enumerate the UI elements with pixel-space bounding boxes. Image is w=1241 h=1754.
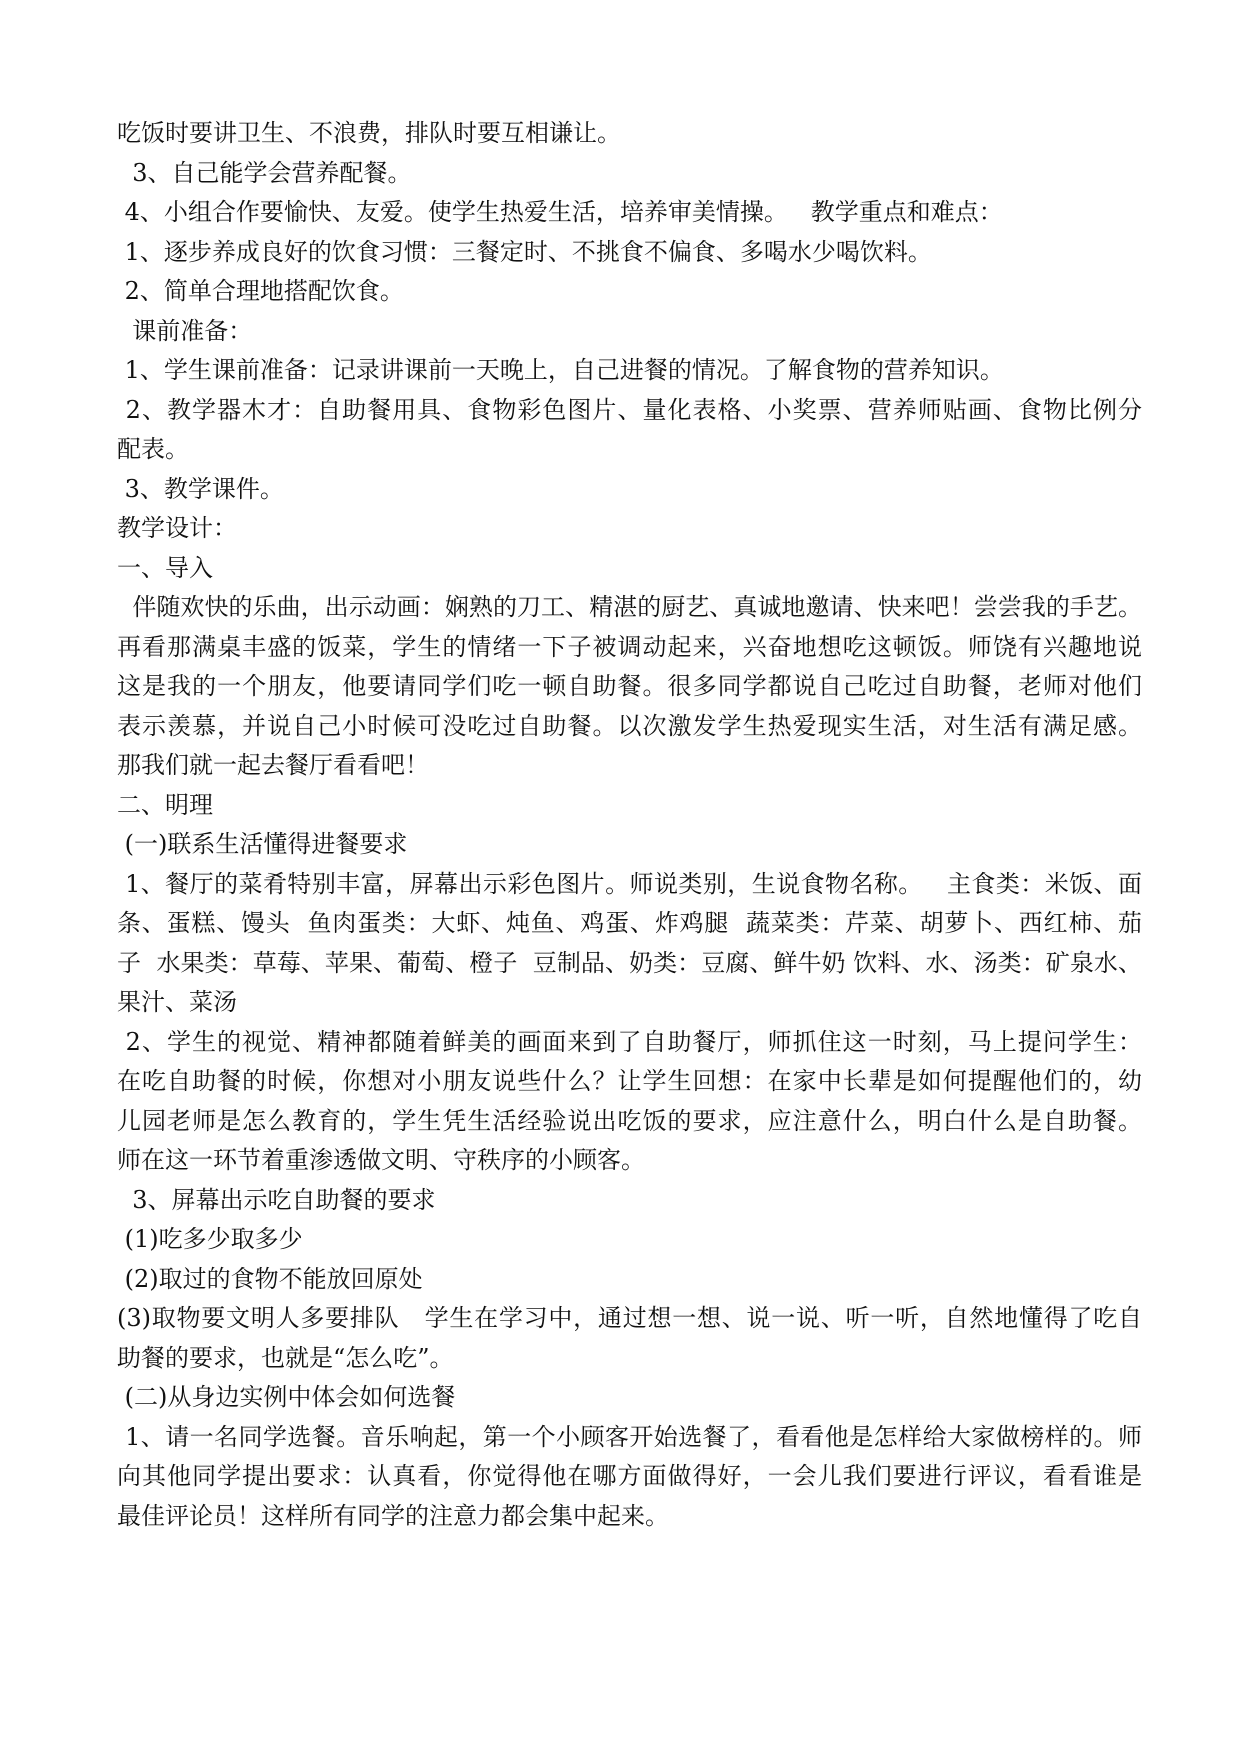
- text-line: 子 水果类：草莓、苹果、葡萄、橙子 豆制品、奶类：豆腐、鲜牛奶 饮料、水、汤类：矿泉水、: [117, 948, 1142, 977]
- document-body: [117, 114, 1142, 1536]
- text-line: 最佳评论员！这样所有同学的注意力都会集中起来。: [117, 1501, 669, 1530]
- text-line: 伴随欢快的乐曲，出示动画：娴熟的刀工、精湛的厨艺、真诚地邀请、快来吧！尝尝我的手艺。: [117, 593, 1142, 621]
- text-line: (一)联系生活懂得进餐要求: [117, 830, 408, 858]
- text-line: (3)取物要文明人多要排队 学生在学习中，通过想一想、说一说、听一听，自然地懂得了吃自: [117, 1304, 1142, 1332]
- text-line: (2)取过的食物不能放回原处: [117, 1264, 423, 1293]
- text-line: 3、教学课件。: [117, 474, 284, 503]
- text-line: 1、学生课前准备：记录讲课前一天晚上，自己进餐的情况。了解食物的营养知识。: [117, 356, 1004, 384]
- text-line: 1、请一名同学选餐。音乐响起，第一个小顾客开始选餐了，看看他是怎样给大家做榜样的。师: [117, 1422, 1142, 1451]
- text-line: 二、明理: [117, 790, 213, 819]
- text-line: 儿园老师是怎么教育的，学生凭生活经验说出吃饭的要求，应注意什么，明白什么是自助餐。: [117, 1106, 1142, 1135]
- text-line: 2、教学器木才：自助餐用具、食物彩色图片、量化表格、小奖票、营养师贴画、食物比例分: [117, 395, 1142, 424]
- text-line: 2、学生的视觉、精神都随着鲜美的画面来到了自助餐厅，师抓住这一时刻，马上提问学生：: [117, 1027, 1142, 1056]
- text-line: 表示羡慕，并说自己小时候可没吃过自助餐。以次激发学生热爱现实生活，对生活有满足感。: [117, 711, 1142, 740]
- text-line: 那我们就一起去餐厅看看吧！: [117, 751, 429, 779]
- text-line: 配表。: [117, 435, 189, 463]
- text-line: 4、小组合作要愉快、友爱。使学生热爱生活，培养审美情操。 教学重点和难点：: [117, 198, 1003, 226]
- text-line: 条、蛋糕、馒头 鱼肉蛋类：大虾、炖鱼、鸡蛋、炸鸡腿 蔬菜类：芹菜、胡萝卜、西红柿、茄: [117, 909, 1142, 937]
- text-line: 再看那满桌丰盛的饭菜，学生的情绪一下子被调动起来，兴奋地想吃这顿饭。师饶有兴趣地说: [117, 632, 1142, 661]
- text-line: 吃饭时要讲卫生、不浪费，排队时要互相谦让。: [117, 119, 621, 147]
- text-line: 助餐的要求，也就是“怎么吃”。: [117, 1343, 454, 1372]
- text-line: 向其他同学提出要求：认真看，你觉得他在哪方面做得好，一会儿我们要进行评议，看看谁是: [117, 1462, 1142, 1490]
- text-line: 这是我的一个朋友，他要请同学们吃一顿自助餐。很多同学都说自己吃过自助餐，老师对他们: [117, 672, 1142, 700]
- text-line: (1)吃多少取多少: [117, 1225, 303, 1253]
- text-line: 果汁、菜汤: [117, 988, 237, 1016]
- text-line: 师在这一环节着重渗透做文明、守秩序的小顾客。: [117, 1146, 645, 1174]
- text-line: 1、餐厅的菜肴特别丰富，屏幕出示彩色图片。师说类别，生说食物名称。 主食类：米饭、面: [117, 869, 1142, 898]
- text-line: 教学设计：: [117, 514, 237, 542]
- text-line: 2、简单合理地搭配饮食。: [117, 277, 404, 305]
- text-line: 在吃自助餐的时候，你想对小朋友说些什么？让学生回想：在家中长辈是如何提醒他们的，幼: [117, 1067, 1142, 1095]
- text-line: 3、屏幕出示吃自助餐的要求: [117, 1185, 436, 1214]
- text-line: (二)从身边实例中体会如何选餐: [117, 1383, 456, 1411]
- text-line: 一、导入: [117, 553, 213, 582]
- text-line: 课前准备：: [117, 316, 253, 345]
- text-line: 1、逐步养成良好的饮食习惯：三餐定时、不挑食不偏食、多喝水少喝饮料。: [117, 237, 932, 266]
- text-line: 3、自己能学会营养配餐。: [117, 158, 412, 187]
